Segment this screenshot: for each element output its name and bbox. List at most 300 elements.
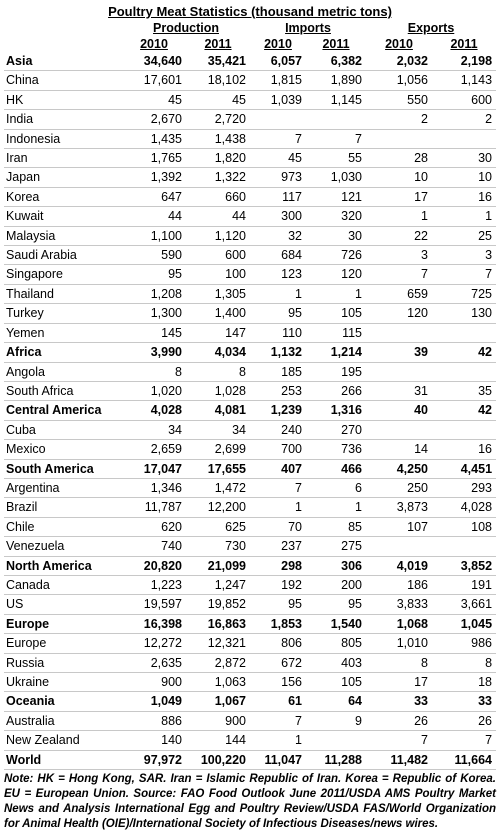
value-cell: 95 bbox=[122, 265, 186, 284]
value-cell: 16 bbox=[432, 187, 496, 206]
value-cell: 306 bbox=[306, 556, 366, 575]
row-label: Kuwait bbox=[4, 207, 122, 226]
value-cell: 1,820 bbox=[186, 149, 250, 168]
value-cell: 10 bbox=[366, 168, 432, 187]
value-cell: 1,068 bbox=[366, 614, 432, 633]
value-cell: 3,852 bbox=[432, 556, 496, 575]
value-cell: 1,010 bbox=[366, 634, 432, 653]
value-cell: 1,247 bbox=[186, 575, 250, 594]
value-cell: 7 bbox=[250, 711, 306, 730]
value-cell: 4,019 bbox=[366, 556, 432, 575]
value-cell: 986 bbox=[432, 634, 496, 653]
value-cell: 7 bbox=[432, 731, 496, 750]
value-cell: 45 bbox=[186, 90, 250, 109]
value-cell: 466 bbox=[306, 459, 366, 478]
value-cell: 1,815 bbox=[250, 71, 306, 90]
value-cell bbox=[366, 362, 432, 381]
corner-cell bbox=[4, 20, 122, 36]
value-cell: 1,765 bbox=[122, 149, 186, 168]
value-cell bbox=[366, 537, 432, 556]
value-cell: 1,039 bbox=[250, 90, 306, 109]
group-production: Production bbox=[153, 21, 219, 35]
country-row bbox=[4, 478, 496, 497]
value-cell bbox=[366, 420, 432, 439]
row-label: South Africa bbox=[4, 381, 122, 400]
country-row bbox=[4, 634, 496, 653]
value-cell: 95 bbox=[250, 595, 306, 614]
value-cell: 64 bbox=[306, 692, 366, 711]
value-cell: 18,102 bbox=[186, 71, 250, 90]
value-cell: 17,601 bbox=[122, 71, 186, 90]
country-row bbox=[4, 420, 496, 439]
country-row bbox=[4, 90, 496, 109]
value-cell: 7 bbox=[250, 129, 306, 148]
country-row bbox=[4, 653, 496, 672]
value-cell: 12,200 bbox=[186, 498, 250, 517]
value-cell: 17 bbox=[366, 187, 432, 206]
value-cell: 600 bbox=[186, 246, 250, 265]
value-cell: 44 bbox=[186, 207, 250, 226]
country-row bbox=[4, 595, 496, 614]
value-cell: 55 bbox=[306, 149, 366, 168]
value-cell: 45 bbox=[122, 90, 186, 109]
row-label: Indonesia bbox=[4, 129, 122, 148]
value-cell: 240 bbox=[250, 420, 306, 439]
value-cell: 30 bbox=[432, 149, 496, 168]
country-row bbox=[4, 304, 496, 323]
value-cell: 26 bbox=[432, 711, 496, 730]
country-row bbox=[4, 517, 496, 536]
row-label: Turkey bbox=[4, 304, 122, 323]
country-row bbox=[4, 168, 496, 187]
value-cell: 17 bbox=[366, 673, 432, 692]
value-cell: 6,057 bbox=[250, 52, 306, 71]
statistics-document bbox=[4, 4, 496, 832]
value-cell: 42 bbox=[432, 343, 496, 362]
region-row bbox=[4, 459, 496, 478]
value-cell: 1,438 bbox=[186, 129, 250, 148]
value-cell: 30 bbox=[306, 226, 366, 245]
value-cell: 1,316 bbox=[306, 401, 366, 420]
value-cell: 2,872 bbox=[186, 653, 250, 672]
value-cell: 9 bbox=[306, 711, 366, 730]
value-cell: 195 bbox=[306, 362, 366, 381]
value-cell: 39 bbox=[366, 343, 432, 362]
value-cell: 186 bbox=[366, 575, 432, 594]
value-cell: 700 bbox=[250, 440, 306, 459]
country-row bbox=[4, 284, 496, 303]
value-cell: 806 bbox=[250, 634, 306, 653]
value-cell: 7 bbox=[306, 129, 366, 148]
value-cell: 1 bbox=[250, 498, 306, 517]
value-cell: 12,321 bbox=[186, 634, 250, 653]
value-cell: 11,664 bbox=[432, 750, 496, 769]
value-cell: 2 bbox=[366, 110, 432, 129]
value-cell: 3,661 bbox=[432, 595, 496, 614]
value-cell: 156 bbox=[250, 673, 306, 692]
value-cell: 1 bbox=[250, 284, 306, 303]
value-cell: 293 bbox=[432, 478, 496, 497]
row-label: HK bbox=[4, 90, 122, 109]
region-row bbox=[4, 401, 496, 420]
country-row bbox=[4, 149, 496, 168]
value-cell: 61 bbox=[250, 692, 306, 711]
year-header: 2010 bbox=[264, 37, 292, 51]
value-cell: 1,100 bbox=[122, 226, 186, 245]
value-cell: 7 bbox=[366, 265, 432, 284]
country-row bbox=[4, 323, 496, 342]
value-cell: 185 bbox=[250, 362, 306, 381]
value-cell: 2,032 bbox=[366, 52, 432, 71]
value-cell: 26 bbox=[366, 711, 432, 730]
value-cell: 590 bbox=[122, 246, 186, 265]
table-title: Poultry Meat Statistics (thousand metric tons) bbox=[108, 4, 392, 19]
row-label: Japan bbox=[4, 168, 122, 187]
table-body bbox=[4, 52, 496, 770]
value-cell bbox=[366, 323, 432, 342]
value-cell: 7 bbox=[432, 265, 496, 284]
row-label: Ukraine bbox=[4, 673, 122, 692]
row-label: Thailand bbox=[4, 284, 122, 303]
value-cell: 2,635 bbox=[122, 653, 186, 672]
value-cell: 25 bbox=[432, 226, 496, 245]
value-cell: 900 bbox=[186, 711, 250, 730]
row-label: Oceania bbox=[4, 692, 122, 711]
country-row bbox=[4, 265, 496, 284]
value-cell: 1,063 bbox=[186, 673, 250, 692]
row-label: Australia bbox=[4, 711, 122, 730]
value-cell: 1 bbox=[250, 731, 306, 750]
value-cell: 1,143 bbox=[432, 71, 496, 90]
value-cell: 1,056 bbox=[366, 71, 432, 90]
value-cell: 4,028 bbox=[432, 498, 496, 517]
value-cell: 44 bbox=[122, 207, 186, 226]
value-cell: 100 bbox=[186, 265, 250, 284]
value-cell: 33 bbox=[366, 692, 432, 711]
value-cell: 900 bbox=[122, 673, 186, 692]
row-label: Asia bbox=[4, 52, 122, 71]
country-row bbox=[4, 110, 496, 129]
value-cell: 886 bbox=[122, 711, 186, 730]
country-row bbox=[4, 226, 496, 245]
value-cell bbox=[432, 129, 496, 148]
value-cell: 730 bbox=[186, 537, 250, 556]
row-label: Argentina bbox=[4, 478, 122, 497]
value-cell: 1,346 bbox=[122, 478, 186, 497]
value-cell: 660 bbox=[186, 187, 250, 206]
row-label: World bbox=[4, 750, 122, 769]
value-cell: 18 bbox=[432, 673, 496, 692]
region-row bbox=[4, 692, 496, 711]
value-cell: 34,640 bbox=[122, 52, 186, 71]
value-cell: 144 bbox=[186, 731, 250, 750]
row-label: Malaysia bbox=[4, 226, 122, 245]
value-cell: 192 bbox=[250, 575, 306, 594]
country-row bbox=[4, 673, 496, 692]
year-header: 2011 bbox=[450, 37, 478, 51]
value-cell: 45 bbox=[250, 149, 306, 168]
row-label: Russia bbox=[4, 653, 122, 672]
value-cell: 973 bbox=[250, 168, 306, 187]
region-row bbox=[4, 343, 496, 362]
row-label: Singapore bbox=[4, 265, 122, 284]
value-cell: 1 bbox=[306, 284, 366, 303]
value-cell: 1,067 bbox=[186, 692, 250, 711]
year-header-row bbox=[4, 36, 496, 52]
value-cell: 4,028 bbox=[122, 401, 186, 420]
region-row bbox=[4, 52, 496, 71]
row-label: Mexico bbox=[4, 440, 122, 459]
row-label: Venezuela bbox=[4, 537, 122, 556]
value-cell: 105 bbox=[306, 673, 366, 692]
row-label: India bbox=[4, 110, 122, 129]
value-cell: 625 bbox=[186, 517, 250, 536]
country-row bbox=[4, 440, 496, 459]
value-cell: 140 bbox=[122, 731, 186, 750]
value-cell: 7 bbox=[250, 478, 306, 497]
value-cell: 11,047 bbox=[250, 750, 306, 769]
value-cell: 4,034 bbox=[186, 343, 250, 362]
value-cell: 2,699 bbox=[186, 440, 250, 459]
value-cell: 120 bbox=[306, 265, 366, 284]
value-cell: 2,720 bbox=[186, 110, 250, 129]
value-cell: 1,132 bbox=[250, 343, 306, 362]
row-label: Europe bbox=[4, 614, 122, 633]
value-cell: 8 bbox=[366, 653, 432, 672]
value-cell: 20,820 bbox=[122, 556, 186, 575]
value-cell: 725 bbox=[432, 284, 496, 303]
value-cell: 1,305 bbox=[186, 284, 250, 303]
country-row bbox=[4, 537, 496, 556]
value-cell: 147 bbox=[186, 323, 250, 342]
value-cell: 672 bbox=[250, 653, 306, 672]
value-cell: 191 bbox=[432, 575, 496, 594]
value-cell: 1,145 bbox=[306, 90, 366, 109]
value-cell bbox=[306, 110, 366, 129]
value-cell: 117 bbox=[250, 187, 306, 206]
value-cell: 16,863 bbox=[186, 614, 250, 633]
value-cell bbox=[432, 362, 496, 381]
value-cell: 253 bbox=[250, 381, 306, 400]
value-cell: 2,670 bbox=[122, 110, 186, 129]
value-cell: 1,540 bbox=[306, 614, 366, 633]
value-cell: 2,198 bbox=[432, 52, 496, 71]
region-row bbox=[4, 614, 496, 633]
value-cell: 8 bbox=[186, 362, 250, 381]
row-label: Central America bbox=[4, 401, 122, 420]
country-row bbox=[4, 246, 496, 265]
value-cell: 275 bbox=[306, 537, 366, 556]
group-exports: Exports bbox=[407, 21, 455, 35]
value-cell: 130 bbox=[432, 304, 496, 323]
value-cell: 659 bbox=[366, 284, 432, 303]
value-cell: 105 bbox=[306, 304, 366, 323]
value-cell: 403 bbox=[306, 653, 366, 672]
value-cell: 16,398 bbox=[122, 614, 186, 633]
value-cell: 1,472 bbox=[186, 478, 250, 497]
row-label: Yemen bbox=[4, 323, 122, 342]
value-cell: 12,272 bbox=[122, 634, 186, 653]
country-row bbox=[4, 187, 496, 206]
value-cell: 600 bbox=[432, 90, 496, 109]
value-cell: 19,597 bbox=[122, 595, 186, 614]
value-cell: 42 bbox=[432, 401, 496, 420]
value-cell: 32 bbox=[250, 226, 306, 245]
value-cell: 22 bbox=[366, 226, 432, 245]
value-cell: 1,300 bbox=[122, 304, 186, 323]
value-cell: 1,392 bbox=[122, 168, 186, 187]
country-row bbox=[4, 575, 496, 594]
value-cell: 4,081 bbox=[186, 401, 250, 420]
row-label: Saudi Arabia bbox=[4, 246, 122, 265]
value-cell: 2,659 bbox=[122, 440, 186, 459]
value-cell: 1,214 bbox=[306, 343, 366, 362]
value-cell bbox=[366, 129, 432, 148]
value-cell bbox=[250, 110, 306, 129]
value-cell: 115 bbox=[306, 323, 366, 342]
row-label: Cuba bbox=[4, 420, 122, 439]
value-cell: 1,435 bbox=[122, 129, 186, 148]
row-label: US bbox=[4, 595, 122, 614]
value-cell: 1,322 bbox=[186, 168, 250, 187]
row-label: South America bbox=[4, 459, 122, 478]
value-cell: 1,045 bbox=[432, 614, 496, 633]
value-cell: 200 bbox=[306, 575, 366, 594]
value-cell: 1,030 bbox=[306, 168, 366, 187]
value-cell: 28 bbox=[366, 149, 432, 168]
value-cell: 298 bbox=[250, 556, 306, 575]
country-row bbox=[4, 207, 496, 226]
value-cell: 11,288 bbox=[306, 750, 366, 769]
value-cell: 6 bbox=[306, 478, 366, 497]
value-cell: 34 bbox=[122, 420, 186, 439]
country-row bbox=[4, 129, 496, 148]
value-cell: 3,873 bbox=[366, 498, 432, 517]
value-cell: 10 bbox=[432, 168, 496, 187]
value-cell: 34 bbox=[186, 420, 250, 439]
value-cell: 4,250 bbox=[366, 459, 432, 478]
value-cell: 123 bbox=[250, 265, 306, 284]
region-row bbox=[4, 556, 496, 575]
value-cell: 121 bbox=[306, 187, 366, 206]
value-cell: 14 bbox=[366, 440, 432, 459]
value-cell: 8 bbox=[122, 362, 186, 381]
value-cell: 3,990 bbox=[122, 343, 186, 362]
row-label: Europe bbox=[4, 634, 122, 653]
value-cell: 6,382 bbox=[306, 52, 366, 71]
footnote: Note: HK = Hong Kong, SAR. Iran = Islamic Republic of Iran. Korea = Republic of Korea. EU = European Union. Source: FAO Food Outlook June 2011/USDA AMS Poultry Market News and Analysis International Egg and Poultry Review/USDA FAS/World Organization for Animal Health (OIE)/International Society of Infectious Diseases/news wires. bbox=[4, 773, 496, 831]
value-cell: 736 bbox=[306, 440, 366, 459]
value-cell: 85 bbox=[306, 517, 366, 536]
value-cell: 740 bbox=[122, 537, 186, 556]
value-cell: 4,451 bbox=[432, 459, 496, 478]
value-cell: 620 bbox=[122, 517, 186, 536]
value-cell: 1 bbox=[366, 207, 432, 226]
country-row bbox=[4, 498, 496, 517]
row-label: North America bbox=[4, 556, 122, 575]
value-cell: 1,208 bbox=[122, 284, 186, 303]
value-cell: 2 bbox=[432, 110, 496, 129]
row-label: New Zealand bbox=[4, 731, 122, 750]
value-cell: 97,972 bbox=[122, 750, 186, 769]
value-cell: 270 bbox=[306, 420, 366, 439]
year-header: 2011 bbox=[204, 37, 232, 51]
row-label: Africa bbox=[4, 343, 122, 362]
value-cell: 1,020 bbox=[122, 381, 186, 400]
value-cell: 11,787 bbox=[122, 498, 186, 517]
row-label: Chile bbox=[4, 517, 122, 536]
year-header: 2011 bbox=[322, 37, 350, 51]
value-cell: 40 bbox=[366, 401, 432, 420]
value-cell: 33 bbox=[432, 692, 496, 711]
value-cell: 1,028 bbox=[186, 381, 250, 400]
poultry-table bbox=[4, 20, 496, 770]
year-header: 2010 bbox=[385, 37, 413, 51]
value-cell: 684 bbox=[250, 246, 306, 265]
value-cell: 16 bbox=[432, 440, 496, 459]
row-label: Iran bbox=[4, 149, 122, 168]
value-cell: 320 bbox=[306, 207, 366, 226]
row-label: Canada bbox=[4, 575, 122, 594]
value-cell: 237 bbox=[250, 537, 306, 556]
value-cell: 11,482 bbox=[366, 750, 432, 769]
group-imports: Imports bbox=[285, 21, 331, 35]
country-row bbox=[4, 362, 496, 381]
value-cell: 407 bbox=[250, 459, 306, 478]
value-cell bbox=[432, 420, 496, 439]
group-header-row bbox=[4, 20, 496, 36]
value-cell: 8 bbox=[432, 653, 496, 672]
value-cell bbox=[432, 537, 496, 556]
row-label: Brazil bbox=[4, 498, 122, 517]
country-row bbox=[4, 731, 496, 750]
value-cell: 1,400 bbox=[186, 304, 250, 323]
value-cell: 3 bbox=[366, 246, 432, 265]
value-cell: 17,047 bbox=[122, 459, 186, 478]
value-cell: 35 bbox=[432, 381, 496, 400]
value-cell: 95 bbox=[306, 595, 366, 614]
value-cell: 1 bbox=[432, 207, 496, 226]
value-cell: 95 bbox=[250, 304, 306, 323]
region-row bbox=[4, 750, 496, 769]
value-cell: 35,421 bbox=[186, 52, 250, 71]
value-cell: 108 bbox=[432, 517, 496, 536]
value-cell: 647 bbox=[122, 187, 186, 206]
value-cell: 21,099 bbox=[186, 556, 250, 575]
value-cell: 250 bbox=[366, 478, 432, 497]
value-cell: 1,223 bbox=[122, 575, 186, 594]
row-label: China bbox=[4, 71, 122, 90]
value-cell: 266 bbox=[306, 381, 366, 400]
corner-cell bbox=[4, 36, 122, 52]
row-label: Korea bbox=[4, 187, 122, 206]
row-label: Angola bbox=[4, 362, 122, 381]
value-cell: 70 bbox=[250, 517, 306, 536]
value-cell: 145 bbox=[122, 323, 186, 342]
value-cell: 1,853 bbox=[250, 614, 306, 633]
value-cell: 110 bbox=[250, 323, 306, 342]
value-cell: 3 bbox=[432, 246, 496, 265]
value-cell: 1,890 bbox=[306, 71, 366, 90]
year-header: 2010 bbox=[140, 37, 168, 51]
value-cell: 7 bbox=[366, 731, 432, 750]
country-row bbox=[4, 711, 496, 730]
country-row bbox=[4, 71, 496, 90]
value-cell: 1,049 bbox=[122, 692, 186, 711]
value-cell: 107 bbox=[366, 517, 432, 536]
value-cell: 805 bbox=[306, 634, 366, 653]
value-cell: 100,220 bbox=[186, 750, 250, 769]
